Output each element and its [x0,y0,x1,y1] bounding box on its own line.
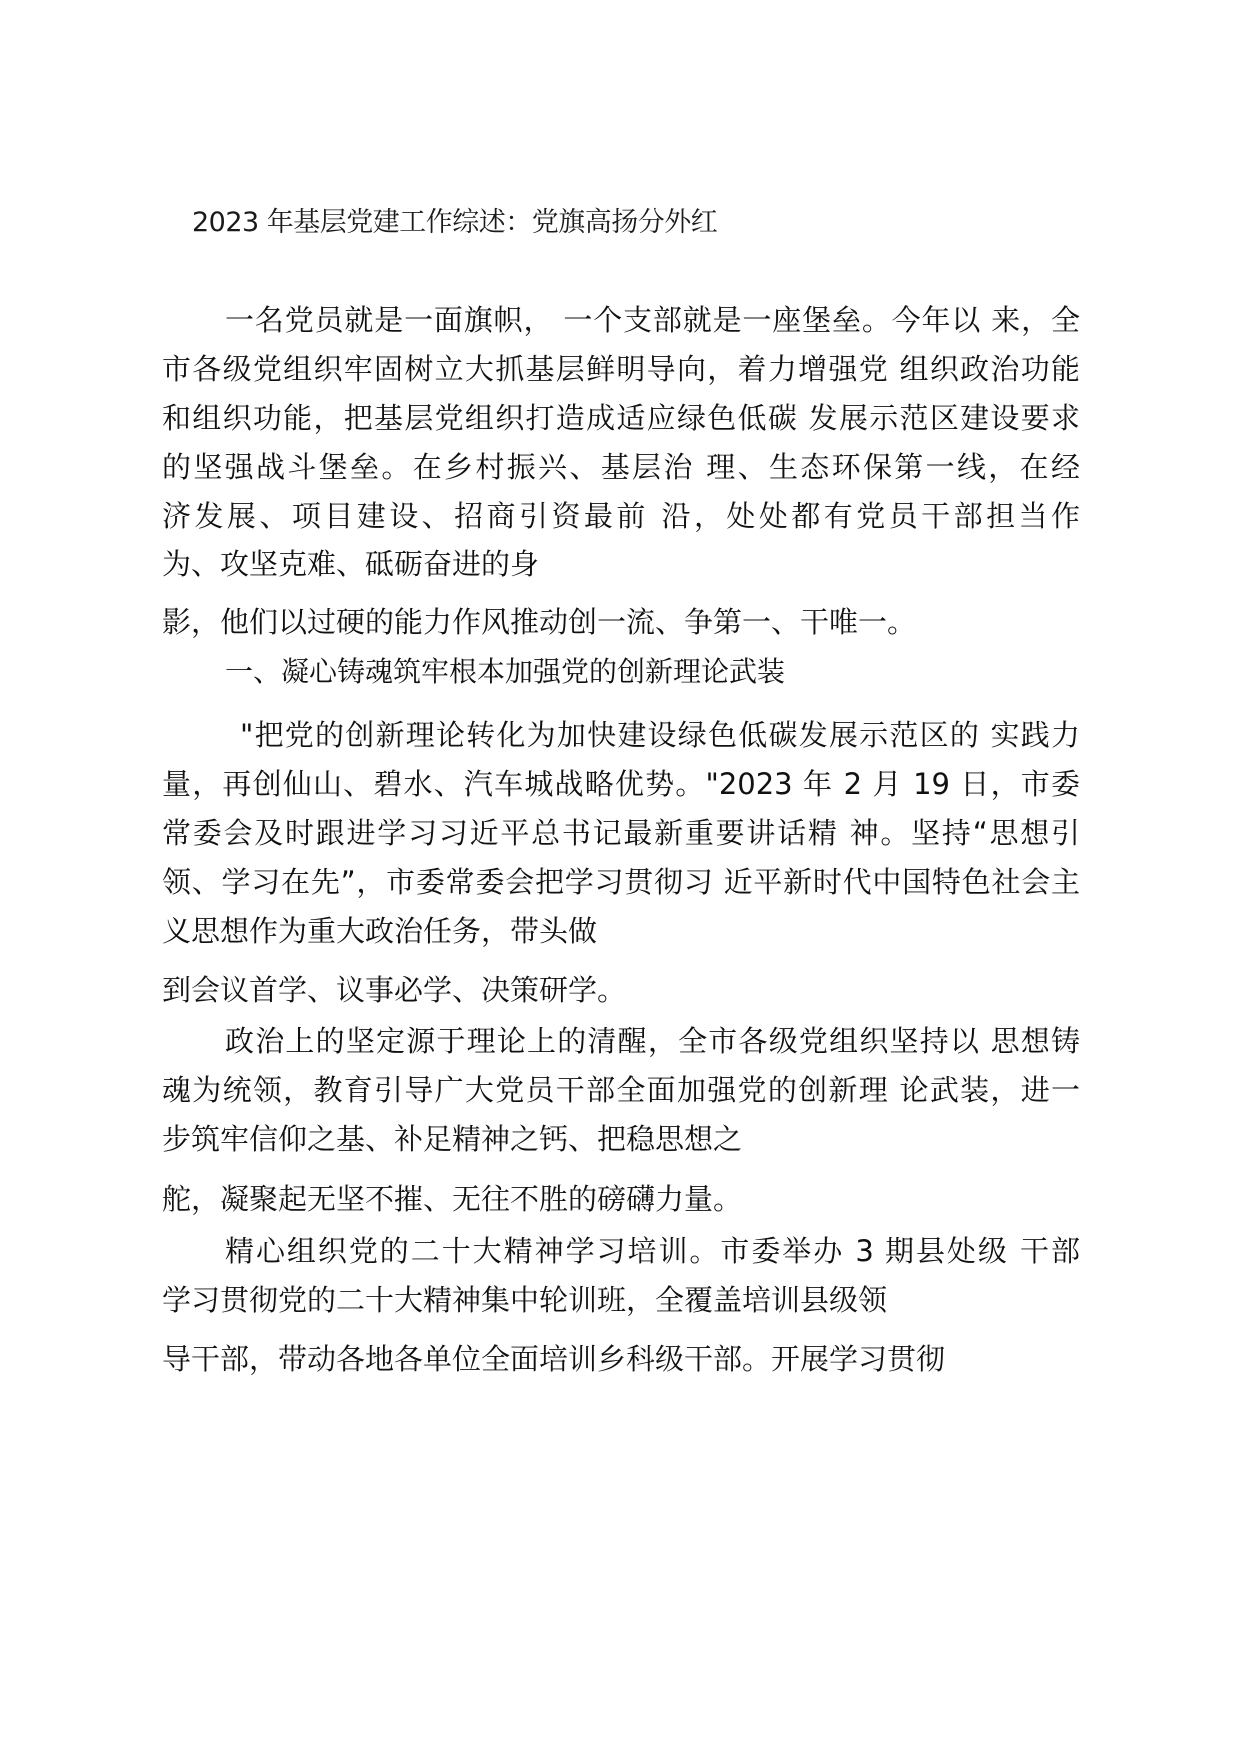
paragraph-2-line-5: 义思想作为重大政治任务，带头做 [162,914,598,948]
paragraph-1-line-1: 一名党员就是一面旗帜， 一个支部就是一座堡垒。今年以 来，全 [225,303,1080,337]
paragraph-3-tail: 舵，凝聚起无坚不摧、无往不胜的磅礴力量。 [162,1182,743,1216]
paragraph-1-line-2: 市各级党组织牢固树立大抓基层鲜明导向，着力增强党 组织政治功能 [162,352,1080,386]
paragraph-4-line-1: 精心组织党的二十大精神学习培训。市委举办 3 期县处级 干部 [225,1234,1080,1268]
paragraph-3-line-2: 魂为统领，教育引导广大党员干部全面加强党的创新理 论武装，进一 [162,1073,1080,1107]
paragraph-3-line-1: 政治上的坚定源于理论上的清醒，全市各级党组织坚持以 思想铸 [225,1024,1080,1058]
paragraph-4-line-2: 学习贯彻党的二十大精神集中轮训班，全覆盖培训县级领 [162,1283,888,1317]
paragraph-1-line-4: 的坚强战斗堡垒。在乡村振兴、基层治 理、生态环保第一线，在经 [162,450,1080,484]
paragraph-2-line-2: 量，再创仙山、碧水、汽车城战略优势。"2023 年 2 月 19 日，市委 [162,767,1080,801]
section-heading-1: 一、凝心铸魂筑牢根本加强党的创新理论武装 [225,655,786,688]
paragraph-2-tail: 到会议首学、议事必学、决策研学。 [162,973,627,1007]
paragraph-1-line-5: 济发展、项目建设、招商引资最前 沿，处处都有党员干部担当作 [162,499,1080,533]
paragraph-1-tail: 影，他们以过硬的能力作风推动创一流、争第一、干唯一。 [162,605,917,639]
paragraph-1-line-3: 和组织功能，把基层党组织打造成适应绿色低碳 发展示范区建设要求 [162,401,1080,435]
document-title: 2023 年基层党建工作综述：党旗高扬分外红 [192,207,718,238]
paragraph-3-line-3: 步筑牢信仰之基、补足精神之钙、把稳思想之 [162,1122,743,1156]
paragraph-2-line-3: 常委会及时跟进学习习近平总书记最新重要讲话精 神。坚持“思想引 [162,816,1080,850]
paragraph-1-line-6: 为、攻坚克难、砥砺奋进的身 [162,547,540,581]
paragraph-2-line-1: "把党的创新理论转化为加快建设绿色低碳发展示范区的 实践力 [240,718,1080,752]
paragraph-4-tail: 导干部，带动各地各单位全面培训乡科级干部。开展学习贯彻 [162,1342,946,1376]
paragraph-2-line-4: 领、学习在先”，市委常委会把学习贯彻习 近平新时代中国特色社会主 [162,865,1080,899]
